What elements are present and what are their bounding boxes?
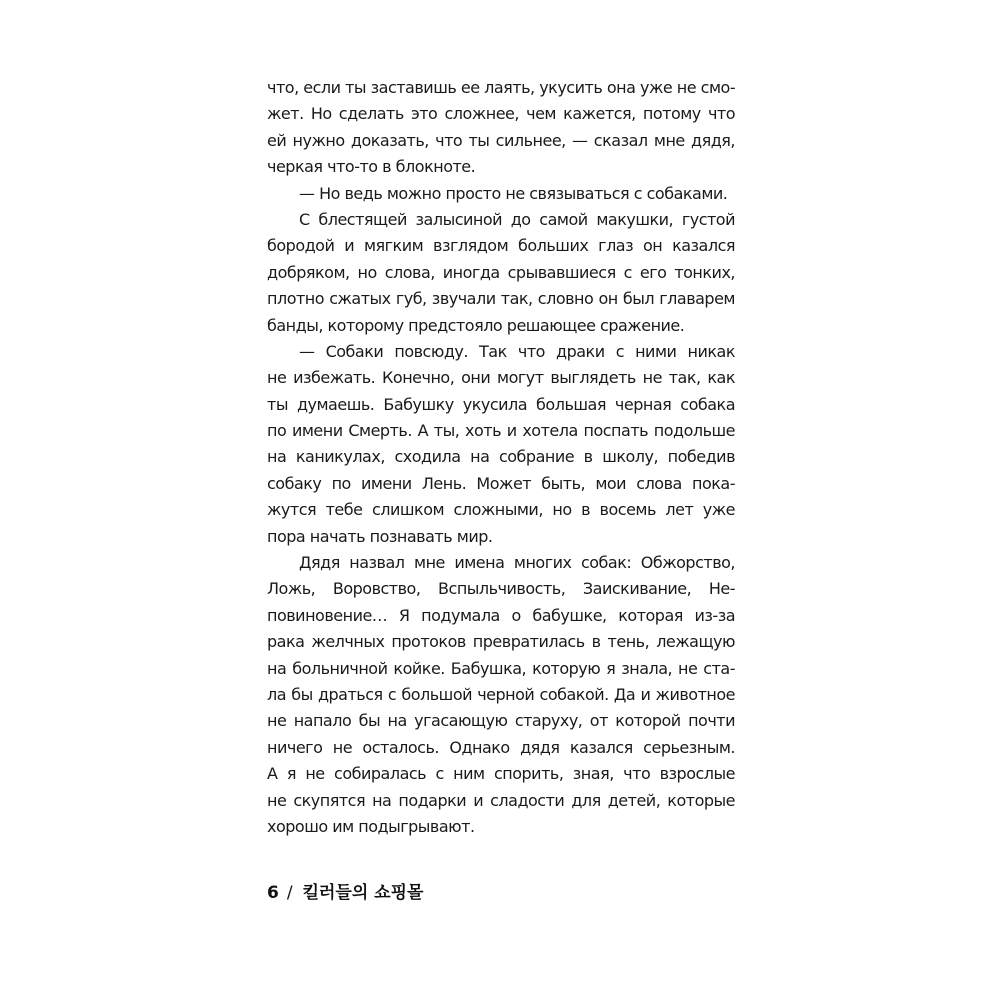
text-line: ла бы драться с большой черной собакой. Да и животное <box>267 684 735 704</box>
text-line: С блестящей залысиной до самой макушки, густой <box>299 209 735 229</box>
text-line: по имени Смерть. А ты, хоть и хотела поспать подольше <box>267 421 735 441</box>
text-line: на больничной койке. Бабушка, которую я знала, не ста- <box>267 658 735 678</box>
paragraph <box>267 550 735 840</box>
text-line: Дядя назвал мне имена многих собак: Обжорство, <box>299 553 735 573</box>
paragraph <box>267 181 735 207</box>
text-line: Ложь, Воровство, Вспыльчивость, Заискивание, Не- <box>267 579 735 599</box>
text-line: черкая что-то в блокноте. <box>267 157 476 177</box>
text-line: — Собаки повсюду. Так что драки с ними никак <box>299 341 735 361</box>
text-line: хорошо им подыгрывают. <box>267 816 475 836</box>
paragraph <box>267 339 735 550</box>
running-title: 킬러들의 쇼핑몰 <box>302 883 424 903</box>
text-line: банды, которому предстояло решающее сражение. <box>267 315 685 335</box>
text-line: ничего не осталось. Однако дядя казался серьезным. <box>267 737 735 757</box>
paragraph <box>267 75 735 181</box>
text-line: не скупятся на подарки и сладости для детей, которые <box>267 790 735 810</box>
text-line: плотно сжатых губ, звучали так, словно он был главарем <box>267 289 735 309</box>
body-text <box>267 75 735 840</box>
text-line: добряком, но слова, иногда срывавшиеся с его тонких, <box>267 262 735 282</box>
text-line: повиновение… Я подумала о бабушке, которая из-за <box>267 605 735 625</box>
text-line: собаку по имени Лень. Может быть, мои слова пока- <box>267 473 735 493</box>
text-line: ей нужно доказать, что ты сильнее, — сказал мне дядя, <box>267 130 735 150</box>
text-line: — Но ведь можно просто не связываться с собаками. <box>299 183 728 203</box>
text-line: бородой и мягким взглядом больших глаз он казался <box>267 236 735 256</box>
footer-separator: / <box>286 883 293 903</box>
text-line: жутся тебе слишком сложными, но в восемь лет уже <box>267 500 735 520</box>
page-number: 6 <box>267 883 279 903</box>
text-line: рака желчных протоков превратилась в тень, лежащую <box>267 632 735 652</box>
text-line: пора начать познавать мир. <box>267 526 493 546</box>
text-line: жет. Но сделать это сложнее, чем кажется, потому что <box>267 104 735 124</box>
paragraph <box>267 207 735 339</box>
text-line: что, если ты заставишь ее лаять, укусить она уже не смо- <box>267 78 736 97</box>
text-line: на каникулах, сходила на собрание в школу, победив <box>267 447 735 467</box>
text-line: А я не собиралась с ним спорить, зная, что взрослые <box>267 764 735 784</box>
page-footer <box>267 880 423 906</box>
text-line: не напало бы на угасающую старуху, от которой почти <box>267 711 735 731</box>
text-line: не избежать. Конечно, они могут выглядеть не так, как <box>267 368 735 388</box>
text-line: ты думаешь. Бабушку укусила большая черная собака <box>267 394 735 414</box>
